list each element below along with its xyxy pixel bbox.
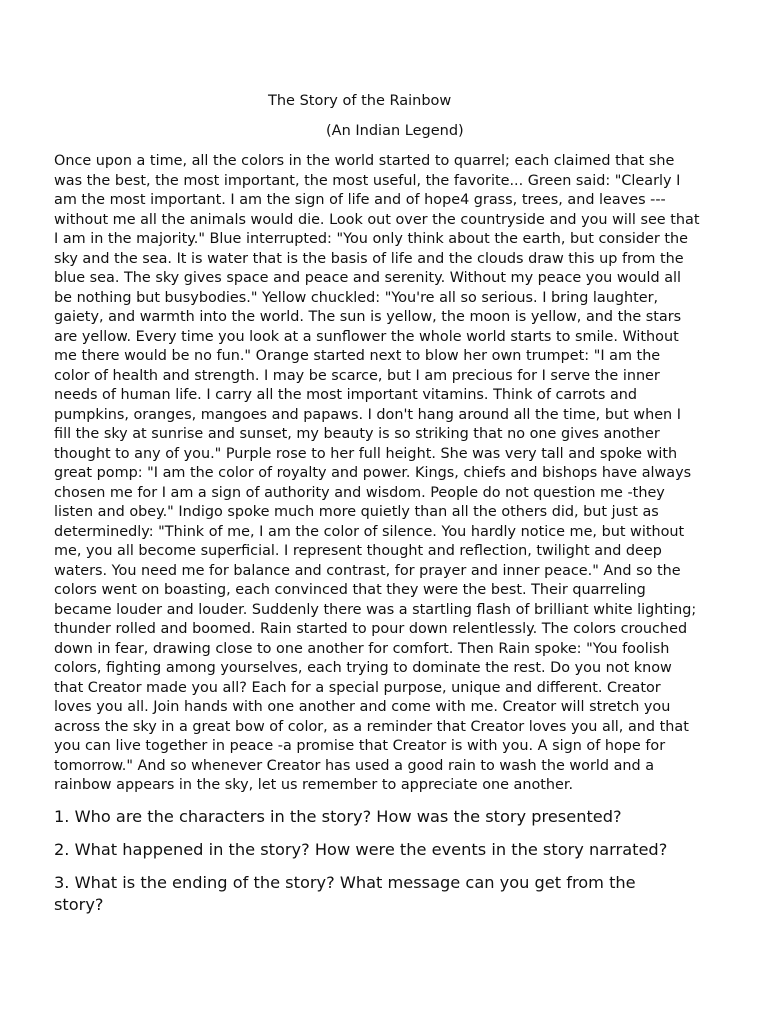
question-item: 3. What is the ending of the story? What message can you get from the story? xyxy=(54,873,636,914)
question-item: 2. What happened in the story? How were the events in the story narrated? xyxy=(54,840,668,859)
story-title: The Story of the Rainbow xyxy=(268,93,452,109)
question-list xyxy=(54,806,734,927)
story-body: Once upon a time, all the colors in the world started to quarrel; each claimed that she was the best, the most important, the most useful, the favorite... Green said: "Clearly I am the most important. I am the sign of life and of hope4 grass, trees, and leaves --- without me all the animals would die. Look out over the countryside and you will see that I am in the majority." Blue interrupted: "You only think about the earth, but consider the sky and the sea. It is water that is the basis of life and the clouds draw this up from the blue sea. The sky gives space and peace and serenity. Without my peace you would all be nothing but busybodies." Yellow chuckled: "You're all so serious. I bring laughter, gaiety, and warmth into the world. The sun is yellow, the moon is yellow, and the stars are yellow. Every time you look at a sunflower the whole world starts to smile. Without me there would be no fun." Orange started next to blow her own trumpet: "I am the color of health and strength. I may be scarce, but I am precious for I serve the inner needs of human life. I carry all the most important vitamins. Think of carrots and pumpkins, oranges, mangoes and papaws. I don't hang around all the time, but when I fill the sky at sunrise and sunset, my beauty is so striking that no one gives another thought to any of you." Purple rose to her full height. She was very tall and spoke with great pomp: "I am the color of royalty and power. Kings, chiefs and bishops have always chosen me for I am a sign of authority and wisdom. People do not question me -they listen and obey." Indigo spoke much more quietly than all the others did, but just as determinedly: "Think of me, I am the color of silence. You hardly notice me, but without me, you all become superficial. I represent thought and reflection, twilight and deep waters. You need me for balance and contrast, for prayer and inner peace." And so the colors went on boasting, each convinced that they were the best. Their quarreling became louder and louder. Suddenly there was a startling flash of brilliant white lighting; thunder rolled and boomed. Rain started to pour down relentlessly. The colors crouched down in fear, drawing close to one another for comfort. Then Rain spoke: "You foolish colors, fighting among yourselves, each trying to dominate the rest. Do you not know that Creator made you all? Each for a special purpose, unique and different. Creator loves you all. Join hands with one another and come with me. Creator will stretch you across the sky in a great bow of color, as a reminder that Creator loves you all, and that you can live together in peace -a promise that Creator is with you. A sign of hope for tomorrow." And so whenever Creator has used a good rain to wash the world and a rainbow appears in the sky, let us remember to appreciate one another. xyxy=(54,153,700,793)
story-subtitle: (An Indian Legend) xyxy=(326,123,464,139)
question-item: 1. Who are the characters in the story? How was the story presented? xyxy=(54,807,622,826)
